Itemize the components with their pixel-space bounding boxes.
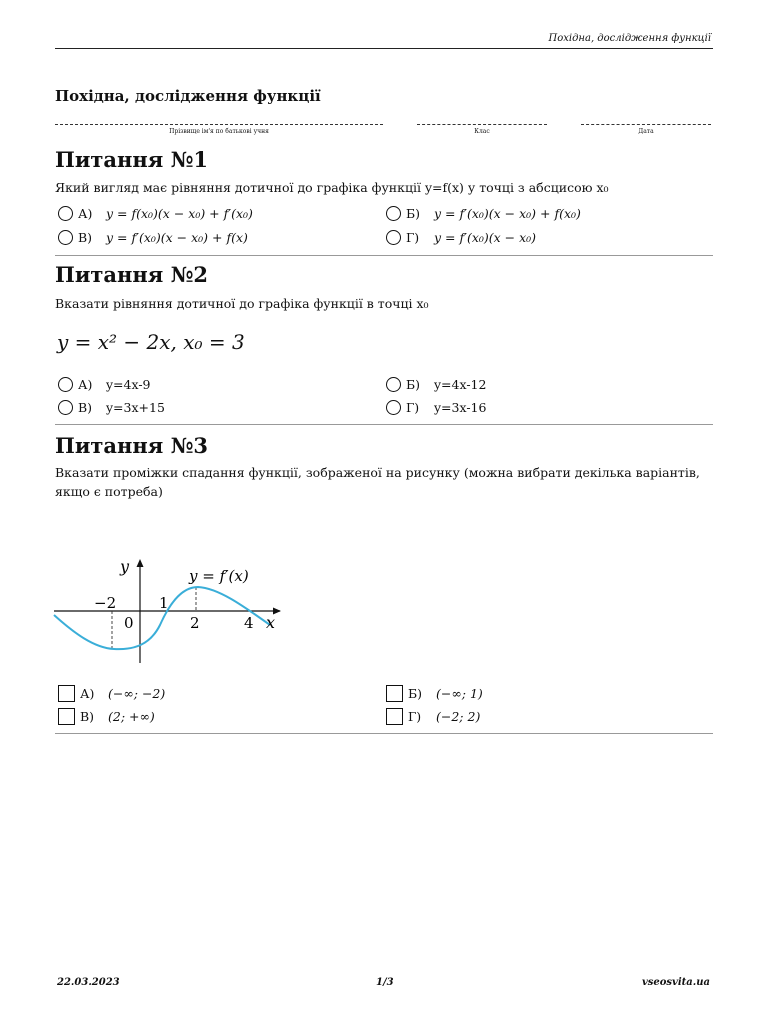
option-value: (−∞; −2) bbox=[108, 685, 166, 701]
radio-button[interactable] bbox=[58, 377, 73, 392]
radio-button[interactable] bbox=[58, 400, 73, 415]
tick-label-0: 0 bbox=[124, 614, 134, 632]
name-line bbox=[55, 124, 383, 125]
option-value: y=3x-16 bbox=[434, 399, 487, 415]
date-field bbox=[581, 118, 711, 140]
radio-button[interactable] bbox=[386, 377, 401, 392]
tick-label-1: 1 bbox=[159, 594, 169, 612]
running-header: Похідна, дослідження функції bbox=[548, 33, 711, 44]
question-3-title: Питання №3 bbox=[55, 433, 209, 458]
checkbox[interactable] bbox=[386, 708, 403, 725]
option-value: y = f(x₀)(x − x₀) + f′(x₀) bbox=[106, 205, 253, 221]
header-divider bbox=[55, 48, 713, 49]
footer-date: 22.03.2023 bbox=[57, 977, 120, 988]
q1-option-c[interactable] bbox=[58, 227, 248, 247]
option-value: y=4x-9 bbox=[106, 376, 151, 392]
option-value: y=3x+15 bbox=[106, 399, 165, 415]
x-axis-label: x bbox=[266, 613, 276, 632]
class-caption: Клас bbox=[474, 128, 490, 135]
y-axis-arrow-icon bbox=[137, 559, 144, 567]
footer-page-number: 1/3 bbox=[376, 977, 394, 988]
q2-option-a[interactable] bbox=[58, 374, 151, 394]
q1-option-b[interactable] bbox=[386, 203, 581, 223]
option-letter: Б) bbox=[408, 685, 423, 701]
checkbox[interactable] bbox=[386, 685, 403, 702]
question-divider bbox=[55, 424, 713, 425]
y-axis-label: y bbox=[120, 557, 130, 576]
function-label: y = f′(x) bbox=[189, 567, 249, 585]
option-value: y = f′(x₀)(x − x₀) + f(x) bbox=[106, 229, 248, 245]
q2-option-b[interactable] bbox=[386, 374, 486, 394]
option-letter: В) bbox=[78, 229, 93, 245]
option-letter: А) bbox=[80, 685, 95, 701]
option-value: y = f′(x₀)(x − x₀) bbox=[434, 229, 537, 245]
radio-button[interactable] bbox=[386, 206, 401, 221]
tick-label-2: 2 bbox=[190, 614, 200, 632]
class-field bbox=[417, 118, 547, 140]
option-value: (−2; 2) bbox=[436, 708, 481, 724]
option-letter: Г) bbox=[406, 399, 420, 415]
date-caption: Дата bbox=[638, 128, 654, 135]
q3-option-d[interactable] bbox=[386, 706, 480, 726]
option-letter: Б) bbox=[406, 205, 421, 221]
question-divider bbox=[55, 255, 713, 256]
document-title: Похідна, дослідження функції bbox=[55, 87, 321, 105]
radio-button[interactable] bbox=[58, 230, 73, 245]
q1-option-d[interactable] bbox=[386, 227, 536, 247]
question-3-text: Вказати проміжки спадання функції, зображеної на рисунку (можна вибрати декілька варіантів, якщо є потреба) bbox=[55, 465, 700, 499]
option-letter: А) bbox=[78, 205, 93, 221]
question-2-formula: y = x² − 2x, x₀ = 3 bbox=[57, 330, 245, 354]
option-value: (2; +∞) bbox=[108, 708, 155, 724]
checkbox[interactable] bbox=[58, 685, 75, 702]
q3-option-b[interactable] bbox=[386, 683, 483, 703]
tick-label-4: 4 bbox=[244, 614, 254, 632]
radio-button[interactable] bbox=[58, 206, 73, 221]
footer-site: vseosvita.ua bbox=[641, 977, 710, 988]
class-line bbox=[417, 124, 547, 125]
option-value: y = f′(x₀)(x − x₀) + f(x₀) bbox=[434, 205, 581, 221]
question-1-text: Який вигляд має рівняння дотичної до графіка функції y=f(x) у точці з абсцисою x₀ bbox=[55, 180, 609, 195]
radio-button[interactable] bbox=[386, 400, 401, 415]
option-letter: В) bbox=[78, 399, 93, 415]
q2-option-d[interactable] bbox=[386, 397, 486, 417]
name-caption: Прізвище ім'я по батькові учня bbox=[169, 128, 269, 135]
date-line bbox=[581, 124, 711, 125]
question-1-title: Питання №1 bbox=[55, 147, 209, 172]
name-field bbox=[55, 118, 383, 140]
option-letter: В) bbox=[80, 708, 95, 724]
tick-label-minus-2: −2 bbox=[94, 594, 117, 612]
question-2-title: Питання №2 bbox=[55, 262, 209, 287]
question-2-text: Вказати рівняння дотичної до графіка функції в точці x₀ bbox=[55, 296, 429, 311]
option-letter: Б) bbox=[406, 376, 421, 392]
q1-option-a[interactable] bbox=[58, 203, 253, 223]
question-divider bbox=[55, 733, 713, 734]
q2-option-c[interactable] bbox=[58, 397, 165, 417]
q3-option-a[interactable] bbox=[58, 683, 165, 703]
option-letter: Г) bbox=[406, 229, 420, 245]
checkbox[interactable] bbox=[58, 708, 75, 725]
q3-option-c[interactable] bbox=[58, 706, 155, 726]
option-value: (−∞; 1) bbox=[436, 685, 483, 701]
option-letter: Г) bbox=[408, 708, 422, 724]
radio-button[interactable] bbox=[386, 230, 401, 245]
option-value: y=4x-12 bbox=[434, 376, 487, 392]
option-letter: А) bbox=[78, 376, 93, 392]
function-graph bbox=[52, 555, 284, 665]
